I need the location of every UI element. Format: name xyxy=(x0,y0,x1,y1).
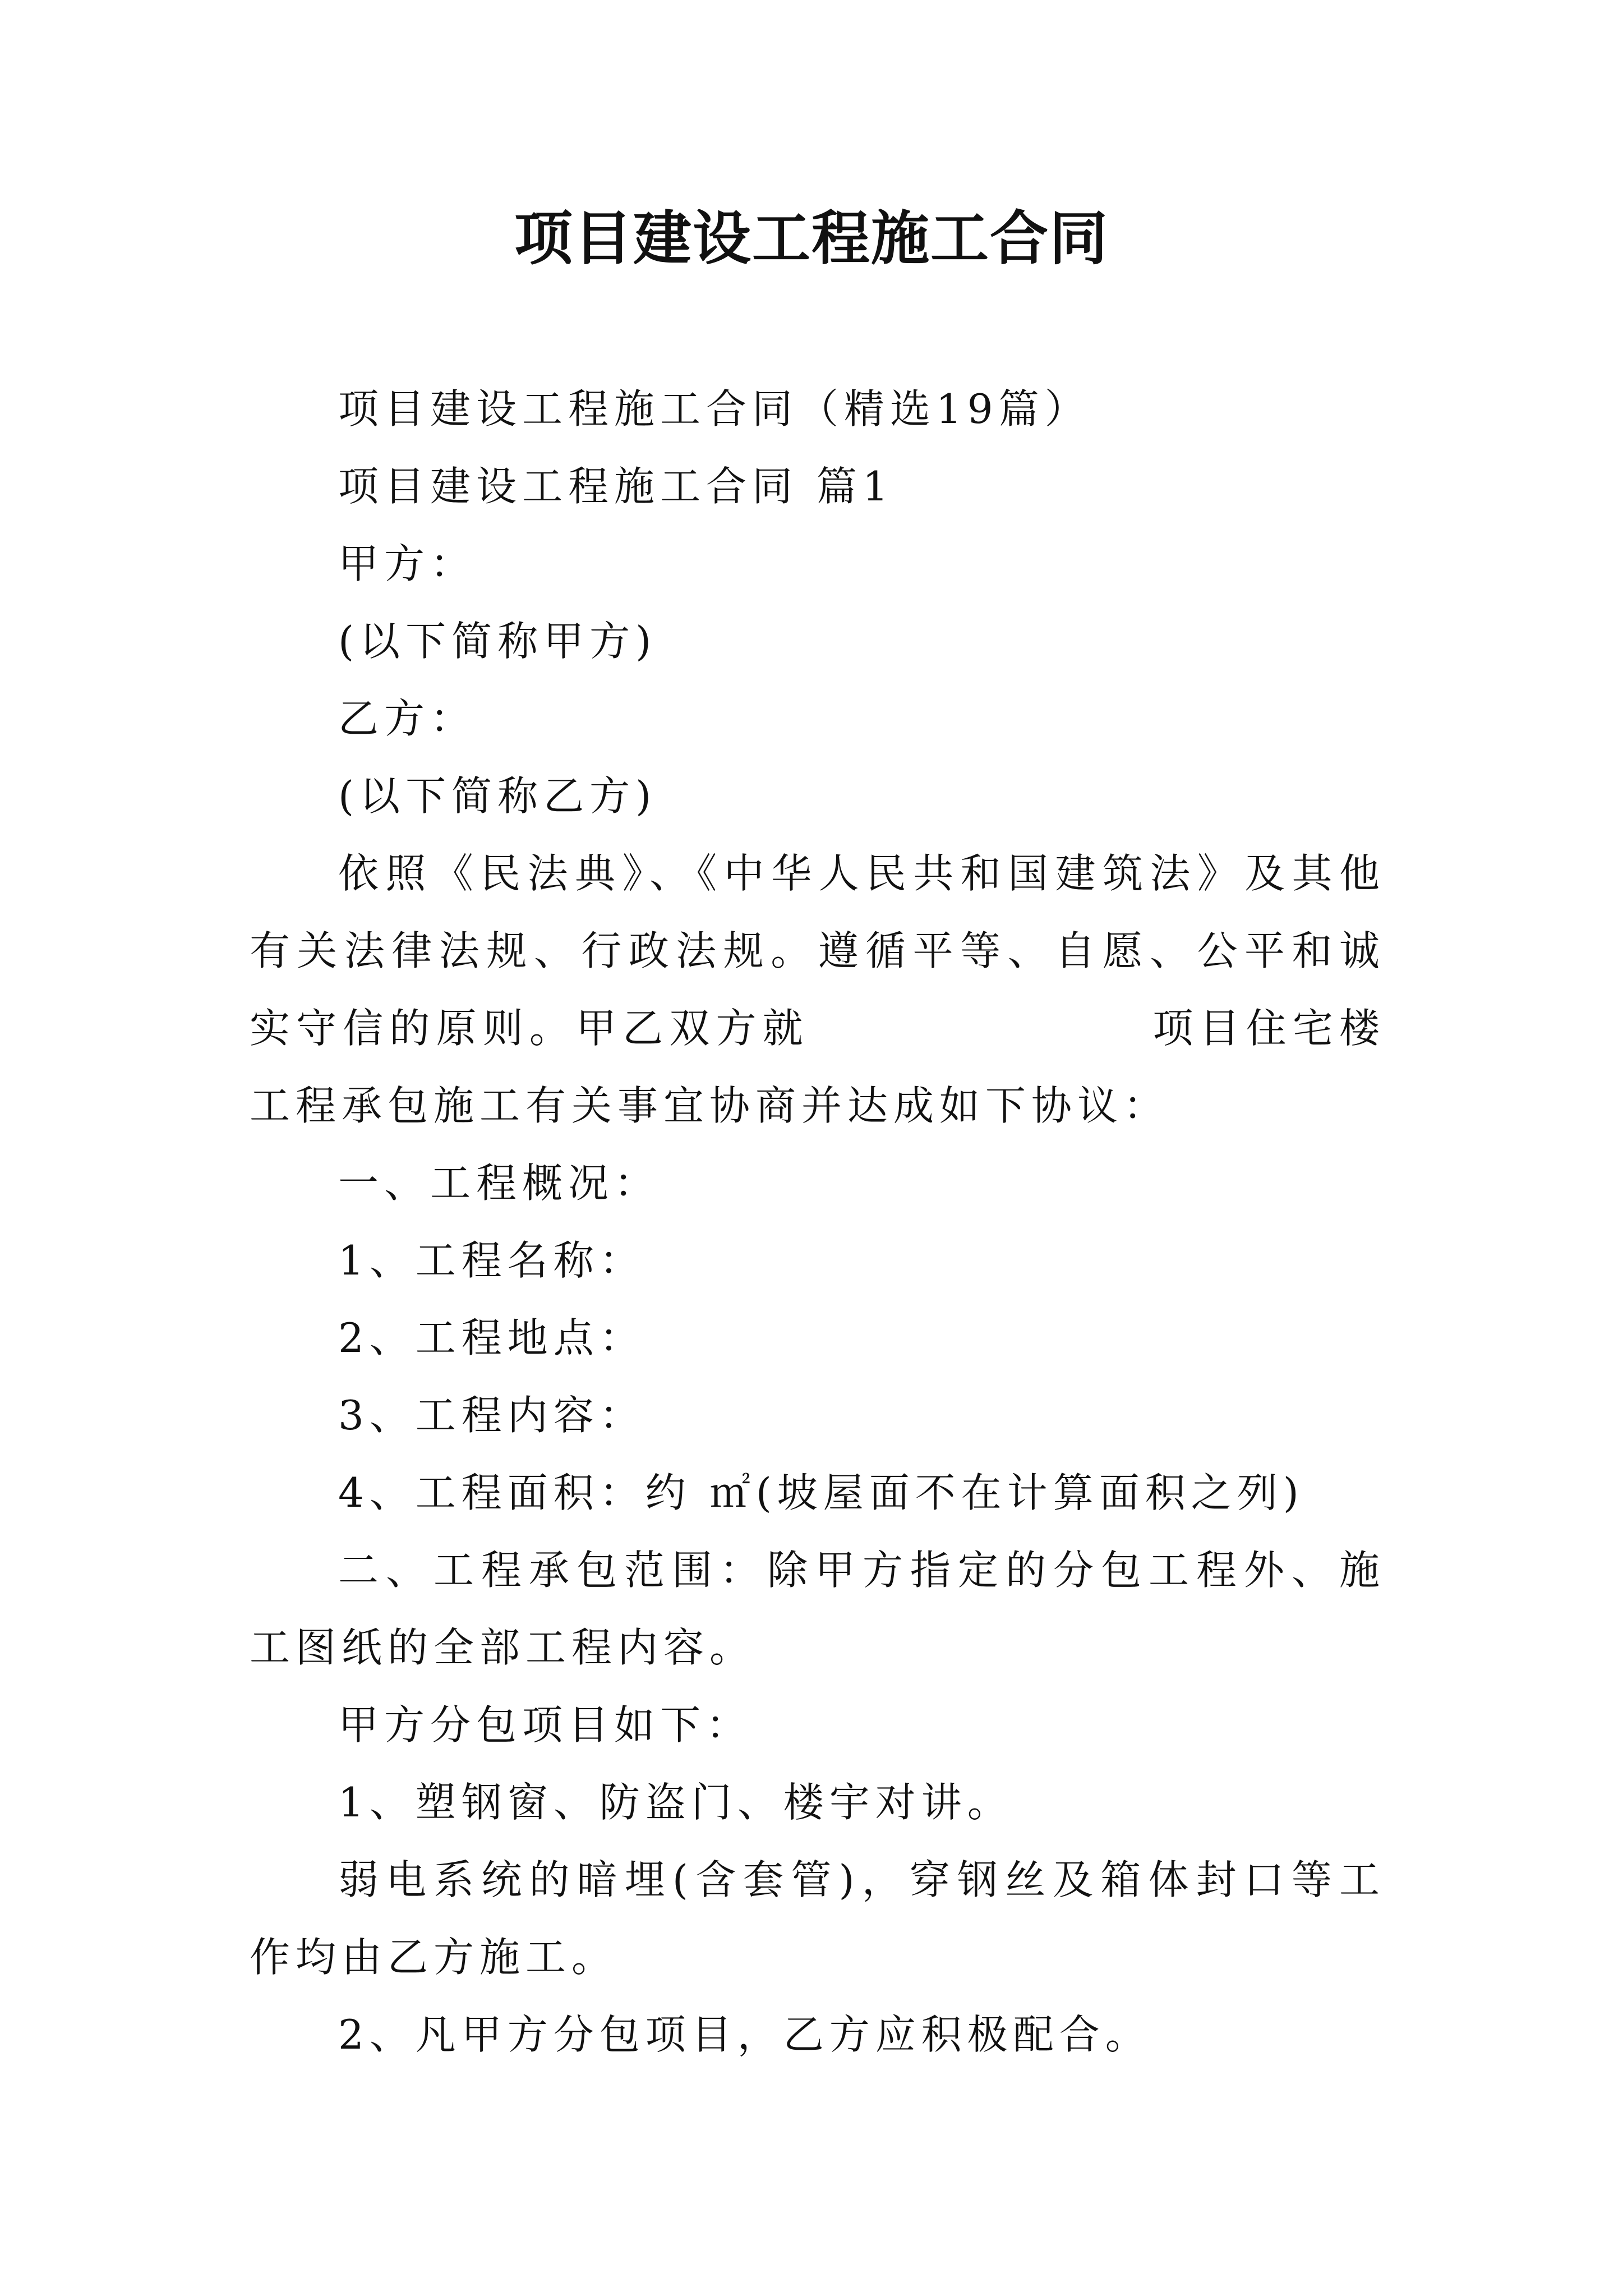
paragraph-overview-heading: 一、工程概况： xyxy=(338,1159,661,1207)
paragraph-party-a-note: (以下简称甲方) xyxy=(338,618,657,665)
paragraph-subcontract-item-1: 1、塑钢窗、防盗门、楼宇对讲。 xyxy=(338,1779,1013,1826)
paragraph-weak-current: 弱电系统的暗埋(含套管)，穿钢丝及箱体封口等工作均由乙方施工。 xyxy=(250,1856,1385,1981)
paragraph-project-area: 4、工程面积：约 ㎡(坡屋面不在计算面积之列) xyxy=(338,1469,1304,1516)
paragraph-project-location: 2、工程地点： xyxy=(338,1314,645,1361)
document-body xyxy=(250,370,1385,2073)
paragraph-preamble: 依照《民法典》、《中华人民共和国建筑法》及其他有关法律法规、行政法规。遵循平等、自愿、公平和诚实守信的原则。甲乙双方就 项目住宅楼工程承包施工有关事宜协商并达成如下协议： xyxy=(250,850,1385,1129)
paragraph-party-b: 乙方： xyxy=(338,695,477,742)
paragraph-section-heading: 项目建设工程施工合同 篇1 xyxy=(338,463,894,510)
paragraph-party-b-note: (以下简称乙方) xyxy=(338,772,657,820)
paragraph-subcontract-heading: 甲方分包项目如下： xyxy=(338,1701,753,1749)
document-title: 项目建设工程施工合同 xyxy=(514,204,1109,273)
paragraph-subcontract-item-2: 2、凡甲方分包项目，乙方应积极配合。 xyxy=(338,2011,1151,2058)
paragraph-party-a: 甲方： xyxy=(338,540,477,587)
paragraph-subtitle: 项目建设工程施工合同（精选19篇） xyxy=(338,385,1091,432)
paragraph-scope: 二、工程承包范围：除甲方指定的分包工程外、施工图纸的全部工程内容。 xyxy=(250,1547,1385,1671)
paragraph-project-name: 1、工程名称： xyxy=(338,1237,645,1284)
paragraph-project-content: 3、工程内容： xyxy=(338,1392,645,1439)
